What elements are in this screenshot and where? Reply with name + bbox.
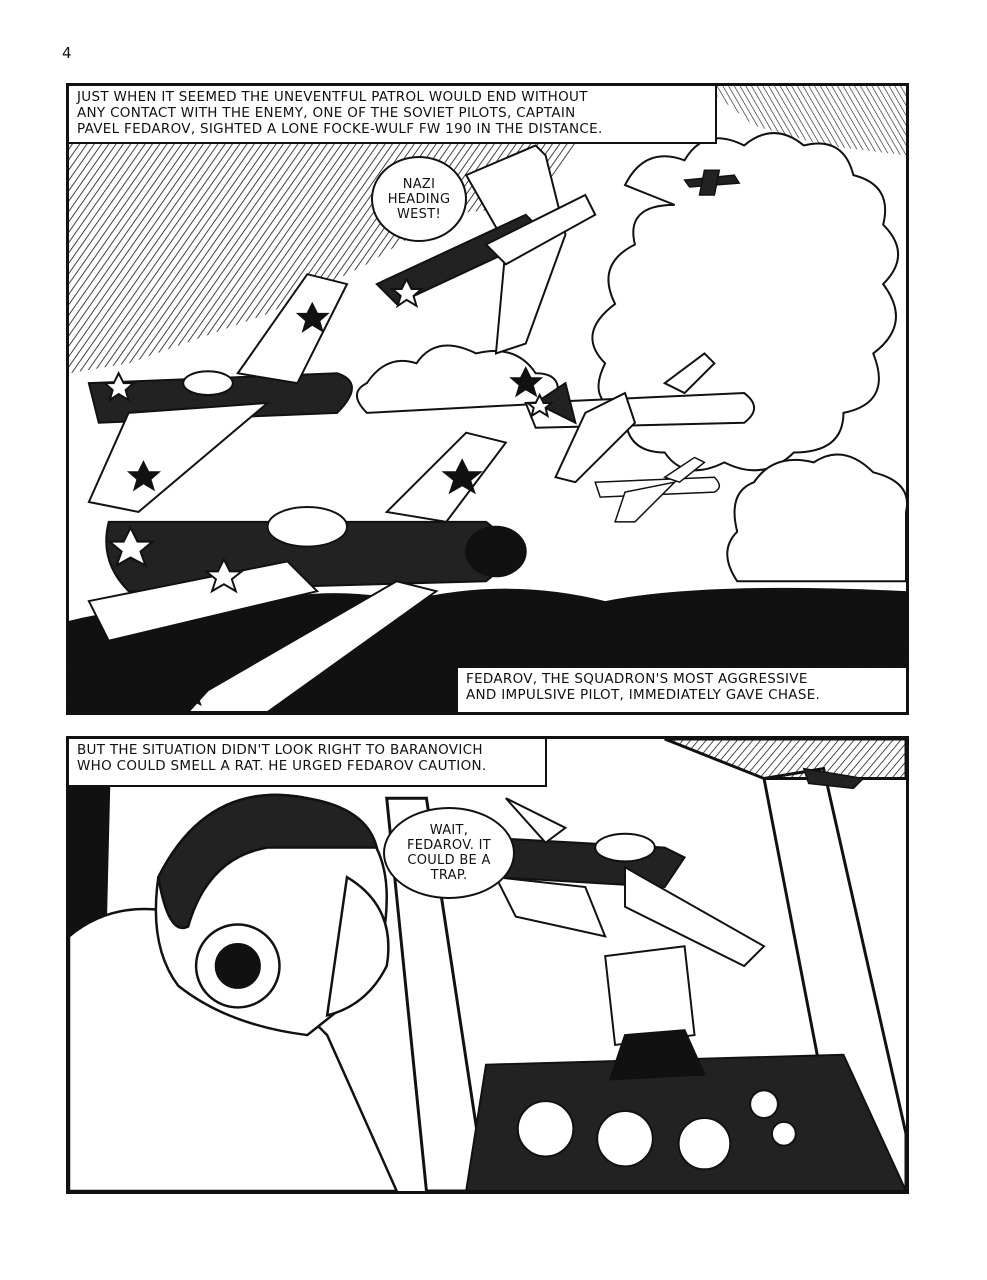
wingman-plane: [486, 798, 764, 966]
speech-balloon: WAIT, FEDAROV. IT COULD BE A TRAP.: [383, 807, 515, 899]
panel-2-artwork: [69, 739, 906, 1191]
page-number: 4: [62, 44, 72, 62]
caption-top: JUST WHEN IT SEEMED THE UNEVENTFUL PATROL WOULD END WITHOUT ANY CONTACT WITH THE ENEMY, ONE OF THE SOVIET PILOTS, CAPTAIN PAVEL FEDAROV, SIGHTED A LONE FOCKE-WULF FW 190 IN THE DISTANCE.: [69, 86, 717, 144]
comic-panel-1: [66, 83, 909, 715]
comic-panel-2: [66, 736, 909, 1194]
caption-bottom: FEDAROV, THE SQUADRON'S MOST AGGRESSIVE AND IMPULSIVE PILOT, IMMEDIATELY GAVE CHASE.: [456, 666, 906, 712]
panel-1-artwork: [69, 86, 906, 712]
caption-top: BUT THE SITUATION DIDN'T LOOK RIGHT TO BARANOVICH WHO COULD SMELL A RAT. HE URGED FEDAROV CAUTION.: [69, 739, 547, 787]
pilot-figure: [69, 795, 397, 1191]
speech-balloon: NAZI HEADING WEST!: [371, 156, 467, 242]
